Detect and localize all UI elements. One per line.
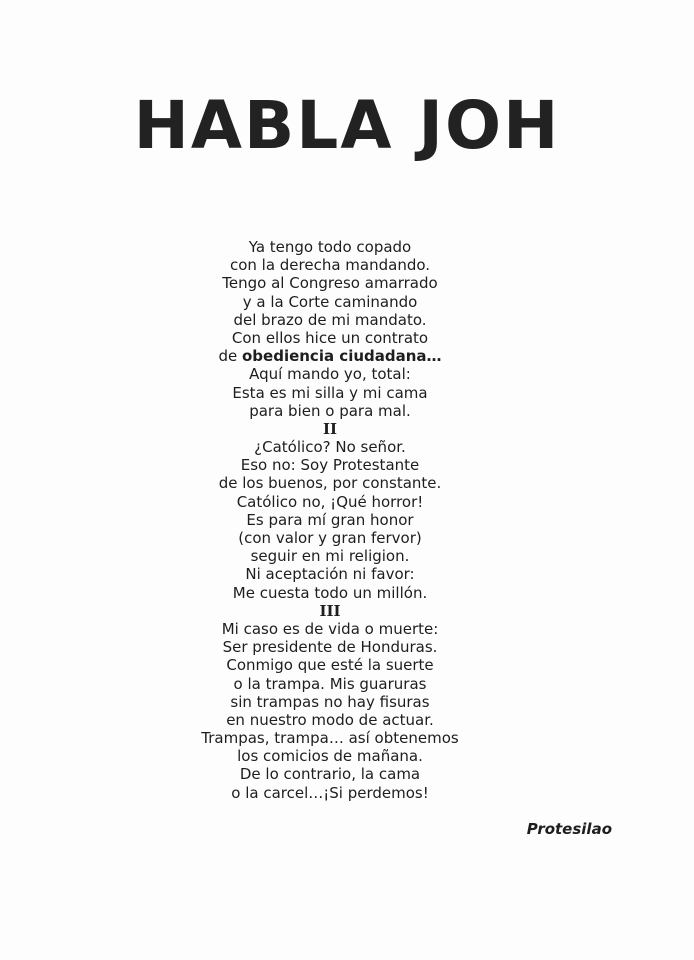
poem-line: ¿Católico? No señor. (254, 438, 406, 457)
poem-line: seguir en mi religion. (250, 547, 410, 566)
author-signature: Protesilao (526, 820, 612, 838)
poem-line: Mi caso es de vida o muerte: (221, 619, 439, 638)
poem-line-prefix: de (218, 347, 242, 366)
poem-line: Me cuesta todo un millón. (232, 583, 428, 602)
stanza-numeral-2: II (322, 419, 338, 438)
poem-line: Aquí mando yo, total: (249, 365, 411, 384)
poem-line: los comicios de mañana. (237, 747, 423, 766)
poem-line (130, 347, 530, 365)
stanza-numeral-3: III (319, 601, 341, 620)
poem-line: en nuestro modo de actuar. (226, 710, 434, 729)
poem-line: Ya tengo todo copado (248, 238, 412, 256)
poem-line: (con valor y gran fervor) (238, 529, 422, 547)
poem-line: y a la Corte caminando (242, 292, 418, 311)
poem-line: o la carcel…¡Si perdemos! (231, 783, 429, 802)
poem-line: con la derecha mandando. (229, 256, 431, 275)
poem-line: Es para mí gran honor (246, 510, 414, 529)
poem-line: Con ellos hice un contrato (231, 328, 429, 347)
poem-body (130, 238, 530, 802)
poem-line: Eso no: Soy Protestante (240, 456, 420, 475)
poem-line: Ser presidente de Honduras. (222, 638, 438, 657)
poem-line: Tengo al Congreso amarrado (222, 274, 438, 293)
poem-line: sin trampas no hay fisuras (230, 692, 430, 711)
poem-line: Trampas, trampa… así obtenemos (201, 729, 459, 748)
poem-line: para bien o para mal. (249, 401, 411, 420)
poem-line: De lo contrario, la cama (239, 765, 421, 784)
poem-line: Conmigo que esté la suerte (226, 656, 434, 675)
poem-line: Ni aceptación ni favor: (245, 565, 415, 584)
page-title: HABLA JOH (133, 87, 561, 164)
poem-line: Católico no, ¡Qué horror! (236, 492, 424, 511)
poem-line-bold: obediencia ciudadana… (241, 347, 442, 366)
poem-line: del brazo de mi mandato. (233, 310, 427, 329)
poem-line: Esta es mi silla y mi cama (232, 383, 428, 402)
poem-line: o la trampa. Mis guaruras (233, 674, 427, 693)
poem-line: de los buenos, por constante. (218, 474, 442, 493)
